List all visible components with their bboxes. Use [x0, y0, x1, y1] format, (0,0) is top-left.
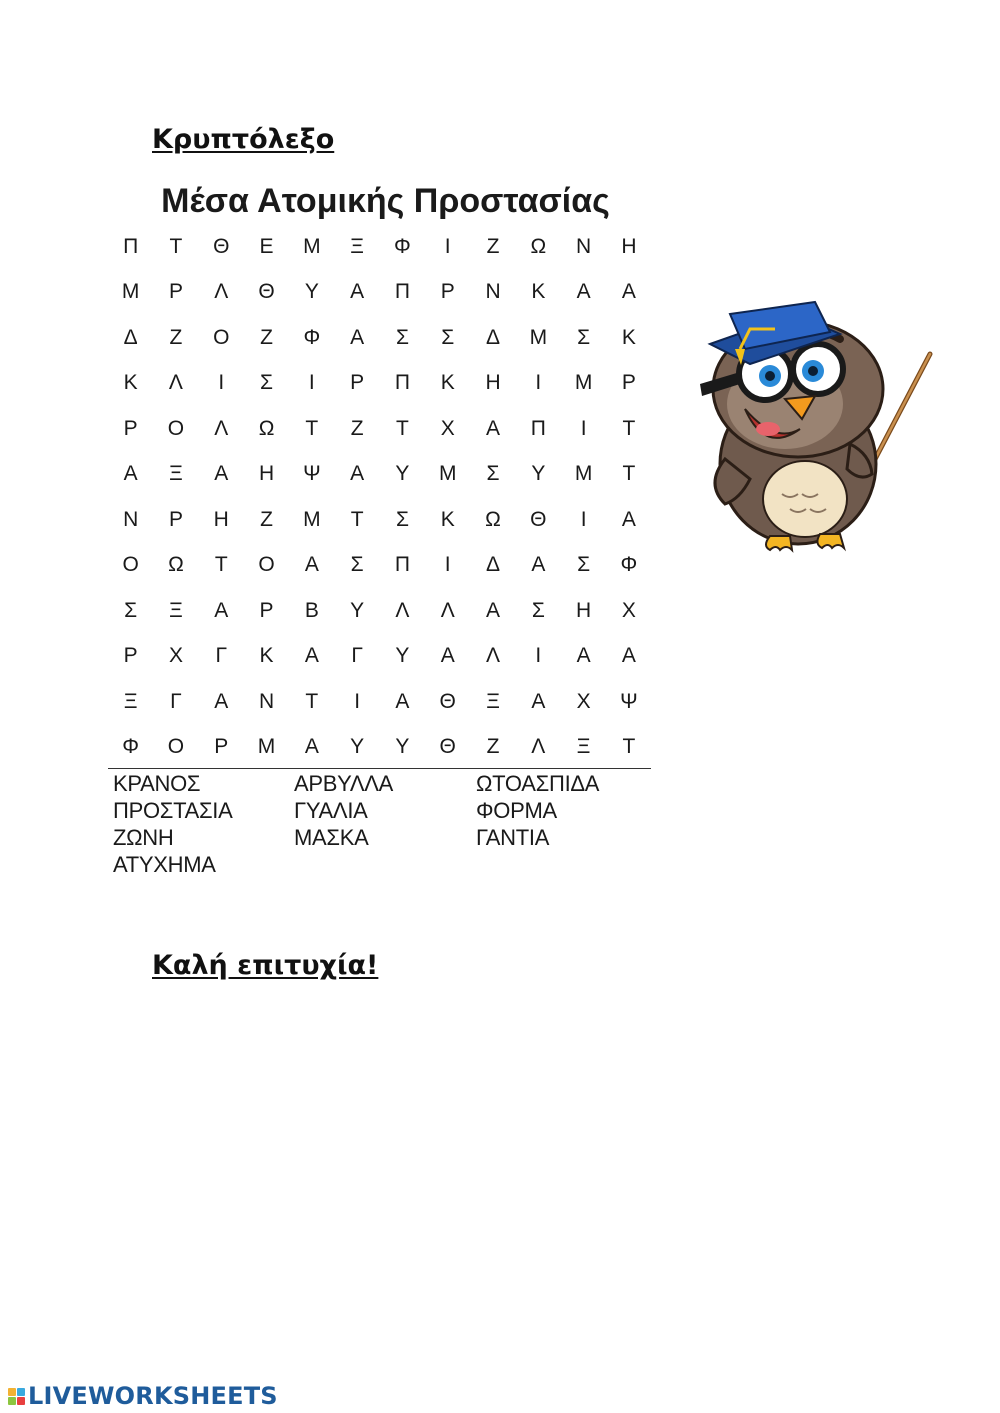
grid-letter: Υ — [350, 598, 365, 622]
logo-text: LIVEWORKSHEETS — [28, 1382, 278, 1410]
word-list-item — [294, 851, 476, 878]
grid-letter: Ψ — [303, 462, 321, 486]
grid-letter: Α — [576, 280, 591, 304]
liveworksheets-logo[interactable] — [8, 1381, 278, 1411]
logo-mark-icon — [8, 1388, 25, 1405]
grid-letter: Δ — [486, 325, 501, 349]
grid-letter: Ν — [258, 689, 275, 713]
grid-letter: Ι — [354, 689, 361, 713]
word-list-item: ΜΑΣΚΑ — [294, 825, 369, 850]
owl-teacher-icon — [690, 294, 940, 554]
grid-letter: Φ — [620, 553, 638, 577]
grid-letter: Τ — [214, 553, 228, 577]
divider — [108, 768, 651, 769]
grid-letter: Μ — [303, 234, 321, 258]
grid-letter: Υ — [395, 644, 410, 668]
grid-letter: Ο — [167, 735, 185, 759]
logo-square — [17, 1397, 25, 1405]
grid-letter: Ψ — [620, 689, 638, 713]
grid-letter: Γ — [170, 689, 182, 713]
grid-letter: Ξ — [350, 234, 364, 258]
word-list-item: ΩΤΟΑΣΠΙΔΑ — [476, 771, 600, 796]
grid-letter: Ξ — [486, 689, 500, 713]
grid-letter: Ν — [123, 507, 139, 531]
grid-letter: Ω — [168, 553, 184, 577]
grid-letter: Σ — [441, 325, 455, 349]
word-list-item: ΚΡΑΝΟΣ — [113, 771, 201, 796]
grid-letter: Λ — [486, 644, 501, 668]
grid-letter: Χ — [576, 689, 591, 713]
grid-letter: Ι — [580, 416, 587, 440]
grid-letter: Ζ — [486, 735, 500, 759]
grid-letter: Ν — [485, 280, 501, 304]
grid-letter: Μ — [303, 507, 321, 531]
grid-letter: Α — [486, 598, 501, 622]
grid-letter: Α — [531, 689, 546, 713]
grid-letter: Ι — [535, 644, 542, 668]
word-list — [113, 770, 653, 878]
grid-letter: Ο — [167, 416, 185, 440]
grid-letter: Υ — [304, 280, 319, 304]
grid-letter: Ρ — [168, 280, 183, 304]
grid-letter: Σ — [577, 553, 591, 577]
grid-letter: Η — [485, 371, 501, 395]
grid-letter: Ι — [535, 371, 542, 395]
grid-letter: Κ — [440, 371, 455, 395]
grid-letter: Ι — [218, 371, 225, 395]
grid-letter: Α — [395, 689, 410, 713]
grid-letter: Α — [440, 644, 455, 668]
grid-letter: Α — [621, 644, 636, 668]
grid-letter: Β — [304, 598, 319, 622]
grid-letter: Υ — [350, 735, 365, 759]
grid-letter: Τ — [350, 507, 364, 531]
grid-letter: Κ — [259, 644, 274, 668]
grid-letter: Α — [531, 553, 546, 577]
grid-letter: Α — [214, 598, 229, 622]
grid-letter: Τ — [622, 735, 636, 759]
grid-letter: Ζ — [260, 325, 273, 349]
grid-letter: Ρ — [259, 598, 274, 622]
grid-letter: Θ — [258, 280, 275, 304]
grid-letter: Γ — [351, 644, 363, 668]
grid-letter: Μ — [529, 325, 548, 349]
grid-letter: Ξ — [576, 735, 591, 759]
grid-letter: Σ — [395, 325, 409, 349]
grid-letter: Α — [486, 416, 501, 440]
word-search-grid — [108, 224, 650, 770]
grid-letter: Ο — [258, 553, 275, 577]
grid-letter: Α — [123, 462, 138, 486]
grid-letter: Α — [214, 689, 229, 713]
grid-letter: Η — [213, 507, 229, 531]
grid-letter: Τ — [305, 689, 319, 713]
grid-letter: Π — [530, 416, 546, 440]
grid-letter: Σ — [577, 325, 591, 349]
grid-letter: Α — [350, 325, 365, 349]
grid-letter: Ι — [444, 234, 451, 258]
grid-letter: Χ — [440, 416, 455, 440]
grid-letter: Τ — [622, 462, 636, 486]
word-list-item: ΖΩΝΗ — [113, 825, 174, 850]
grid-letter: Π — [394, 371, 411, 395]
grid-letter: Ω — [485, 507, 501, 531]
grid-letter: Ξ — [123, 689, 138, 713]
grid-letter: Ο — [122, 553, 139, 577]
grid-letter: Κ — [531, 280, 546, 304]
grid-letter: Τ — [169, 234, 183, 258]
logo-square — [8, 1388, 16, 1396]
grid-letter: Μ — [574, 462, 593, 486]
grid-letter: Γ — [215, 644, 228, 668]
grid-letter: Ι — [308, 371, 315, 395]
grid-letter: Α — [214, 462, 229, 486]
grid-letter: Π — [394, 553, 411, 577]
grid-letter: Θ — [439, 689, 456, 713]
grid-letter: Ζ — [350, 416, 364, 440]
word-list-item: ΓΥΑΛΙΑ — [294, 798, 368, 823]
grid-letter: Υ — [395, 735, 410, 759]
grid-letter: Θ — [530, 507, 547, 531]
grid-letter: Ζ — [486, 234, 500, 258]
grid-letter: Π — [123, 234, 139, 258]
grid-letter: Ω — [258, 416, 275, 440]
grid-letter: Ρ — [621, 371, 636, 395]
word-list-item: ΦΟΡΜΑ — [476, 798, 557, 823]
grid-letter: Α — [304, 644, 319, 668]
closing-message: Καλή επιτυχία! — [152, 950, 379, 981]
grid-letter: Ρ — [123, 644, 138, 668]
grid-letter: Κ — [621, 325, 636, 349]
grid-letter: Κ — [123, 371, 138, 395]
grid-letter: Η — [621, 234, 637, 258]
grid-letter: Λ — [168, 371, 183, 395]
word-list-item — [476, 851, 653, 878]
grid-letter: Ρ — [214, 735, 229, 759]
grid-letter: Μ — [438, 462, 457, 486]
grid-letter: Υ — [531, 462, 546, 486]
grid-letter: Η — [258, 462, 275, 486]
word-list-item: ΑΡΒΥΛΛΑ — [294, 771, 394, 796]
grid-letter: Ζ — [260, 507, 273, 531]
grid-letter: Φ — [394, 234, 411, 258]
grid-letter: Χ — [168, 644, 183, 668]
grid-letter: Υ — [395, 462, 410, 486]
worksheet-heading: Κρυπτόλεξο — [152, 124, 335, 155]
grid-letter: Α — [350, 280, 365, 304]
grid-letter: Σ — [350, 553, 364, 577]
grid-letter: Φ — [303, 325, 321, 349]
grid-letter: Ο — [213, 325, 230, 349]
grid-letter: Α — [621, 507, 636, 531]
grid-letter: Θ — [439, 735, 456, 759]
grid-letter: Ζ — [169, 325, 183, 349]
grid-letter: Α — [304, 553, 319, 577]
grid-letter: Σ — [531, 598, 545, 622]
grid-letter: Ρ — [123, 416, 138, 440]
grid-letter: Δ — [486, 553, 501, 577]
grid-letter: Λ — [214, 280, 229, 304]
grid-letter: Μ — [257, 735, 276, 759]
grid-letter: Σ — [260, 371, 274, 395]
word-list-item: ΠΡΟΣΤΑΣΙΑ — [113, 798, 233, 823]
grid-letter: Ι — [580, 507, 587, 531]
grid-letter: Φ — [122, 735, 140, 759]
logo-square — [8, 1397, 16, 1405]
grid-letter: Μ — [574, 371, 593, 395]
grid-letter: Ρ — [168, 507, 183, 531]
grid-letter: Η — [576, 598, 592, 622]
grid-letter: Χ — [621, 598, 636, 622]
logo-square — [17, 1388, 25, 1396]
puzzle-title: Μέσα Ατομικής Προστασίας — [161, 182, 610, 220]
grid-letter: Α — [350, 462, 365, 486]
grid-letter: Α — [576, 644, 591, 668]
grid-letter: Σ — [486, 462, 500, 486]
word-list-item: ΓΑΝΤΙΑ — [476, 825, 550, 850]
grid-letter: Ξ — [169, 462, 183, 486]
grid-letter: Ρ — [440, 280, 455, 304]
grid-letter: Κ — [440, 507, 455, 531]
grid-letter: Τ — [622, 416, 636, 440]
grid-letter: Α — [304, 735, 319, 759]
grid-letter: Α — [621, 280, 636, 304]
grid-letter: Ρ — [350, 371, 365, 395]
grid-letter: Ξ — [169, 598, 183, 622]
grid-letter: Σ — [395, 507, 409, 531]
grid-letter: Ι — [444, 553, 451, 577]
grid-letter: Λ — [440, 598, 455, 622]
grid-letter: Θ — [213, 234, 230, 258]
grid-letter: Λ — [214, 416, 229, 440]
grid-letter: Τ — [305, 416, 319, 440]
grid-letter: Σ — [124, 598, 138, 622]
grid-letter: Π — [394, 280, 411, 304]
grid-letter: Ν — [576, 234, 592, 258]
grid-letter: Ε — [259, 234, 274, 258]
grid-letter: Δ — [123, 325, 138, 349]
word-list-item: ΑΤΥΧΗΜΑ — [113, 852, 216, 877]
grid-letter: Λ — [395, 598, 410, 622]
grid-letter: Λ — [531, 735, 546, 759]
grid-letter: Ω — [530, 234, 547, 258]
grid-letter: Μ — [121, 280, 140, 304]
grid-letter: Τ — [396, 416, 409, 440]
